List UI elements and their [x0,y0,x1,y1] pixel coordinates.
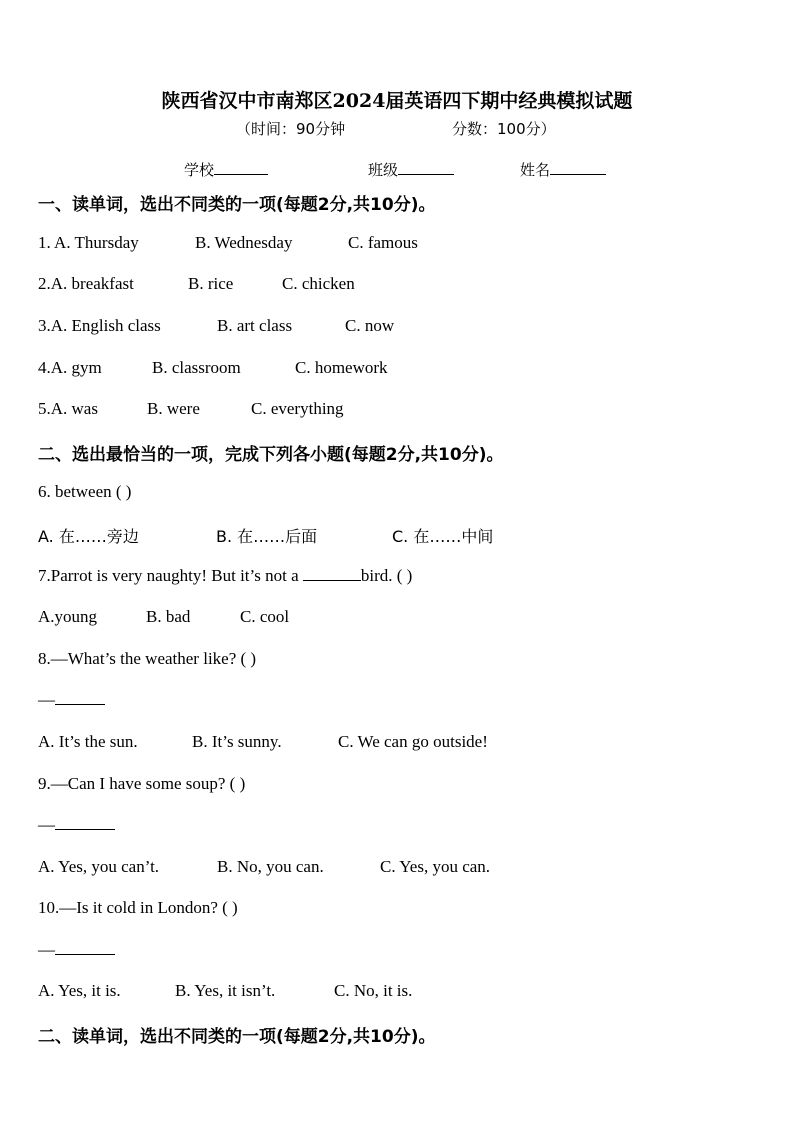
q7-option-a: A.young [38,607,98,626]
q4-option-b: B. classroom [152,358,241,377]
section-2-heading: 二、选出最恰当的一项，完成下列各小题(每题2分,共10分)。 [38,445,504,465]
q10-dash: — [38,940,55,959]
exam-time: （时间：90分钟 [236,120,346,138]
q9-stem: 9.—Can I have some soup? ( ) [38,774,246,793]
q10-option-b: B. Yes, it isn’t. [175,981,276,1000]
q10-option-c: C. No, it is. [334,981,413,1000]
q9-answer [38,815,115,835]
q5-option-b: B. were [147,399,200,418]
q7-option-c: C. cool [240,607,290,626]
q8-dash: — [38,690,55,709]
q9-option-a: A. Yes, you can’t. [38,857,160,876]
class-blank[interactable] [398,160,454,175]
q7-stem [38,566,412,586]
q8-option-a: A. It’s the sun. [38,732,138,751]
q4-option-c: C. homework [295,358,388,377]
q1-option-c: C. famous [348,233,418,252]
q1-option-a: 1. A. Thursday [38,233,139,252]
q5-option-a: 5.A. was [38,399,98,418]
q6-option-c: C. 在……中间 [392,527,494,546]
q4-option-a: 4.A. gym [38,358,102,377]
section-3-heading: 二、读单词，选出不同类的一项(每题2分,共10分)。 [38,1027,436,1047]
q5-option-c: C. everything [251,399,344,418]
q8-answer-blank[interactable] [55,690,105,705]
name-label: 姓名 [520,161,551,179]
school-field [184,159,268,180]
exam-score: 分数：100分） [452,120,556,138]
name-field [520,159,606,180]
q9-answer-blank[interactable] [55,815,115,830]
q7-option-b: B. bad [146,607,191,626]
school-label: 学校 [184,161,215,179]
q8-option-b: B. It’s sunny. [192,732,282,751]
q2-option-a: 2.A. breakfast [38,274,134,293]
class-label: 班级 [368,161,399,179]
q7-stem-after: bird. ( ) [360,566,413,585]
q3-option-c: C. now [345,316,395,335]
q9-option-b: B. No, you can. [217,857,324,876]
q10-stem: 10.—Is it cold in London? ( ) [38,898,238,917]
page-title: 陕西省汉中市南郑区2024届英语四下期中经典模拟试题 [161,90,633,112]
q7-stem-before: 7.Parrot is very naughty! But it’s not a [38,566,303,585]
q6-option-b: B. 在……后面 [216,527,318,546]
q6-stem: 6. between ( ) [38,482,132,501]
q7-answer-blank[interactable] [303,566,361,581]
class-field [368,159,454,180]
q8-answer [38,690,105,710]
q9-dash: — [38,815,55,834]
q1-option-b: B. Wednesday [195,233,293,252]
section-1-heading: 一、读单词，选出不同类的一项(每题2分,共10分)。 [38,195,436,215]
q8-option-c: C. We can go outside! [338,732,488,751]
q3-option-b: B. art class [217,316,293,335]
q3-option-a: 3.A. English class [38,316,161,335]
q10-answer [38,940,115,960]
q2-option-c: C. chicken [282,274,355,293]
name-blank[interactable] [550,160,606,175]
q2-option-b: B. rice [188,274,234,293]
q8-stem: 8.—What’s the weather like? ( ) [38,649,257,668]
q10-answer-blank[interactable] [55,940,115,955]
q10-option-a: A. Yes, it is. [38,981,121,1000]
school-blank[interactable] [214,160,268,175]
q6-option-a: A. 在……旁边 [38,527,139,546]
q9-option-c: C. Yes, you can. [380,857,491,876]
